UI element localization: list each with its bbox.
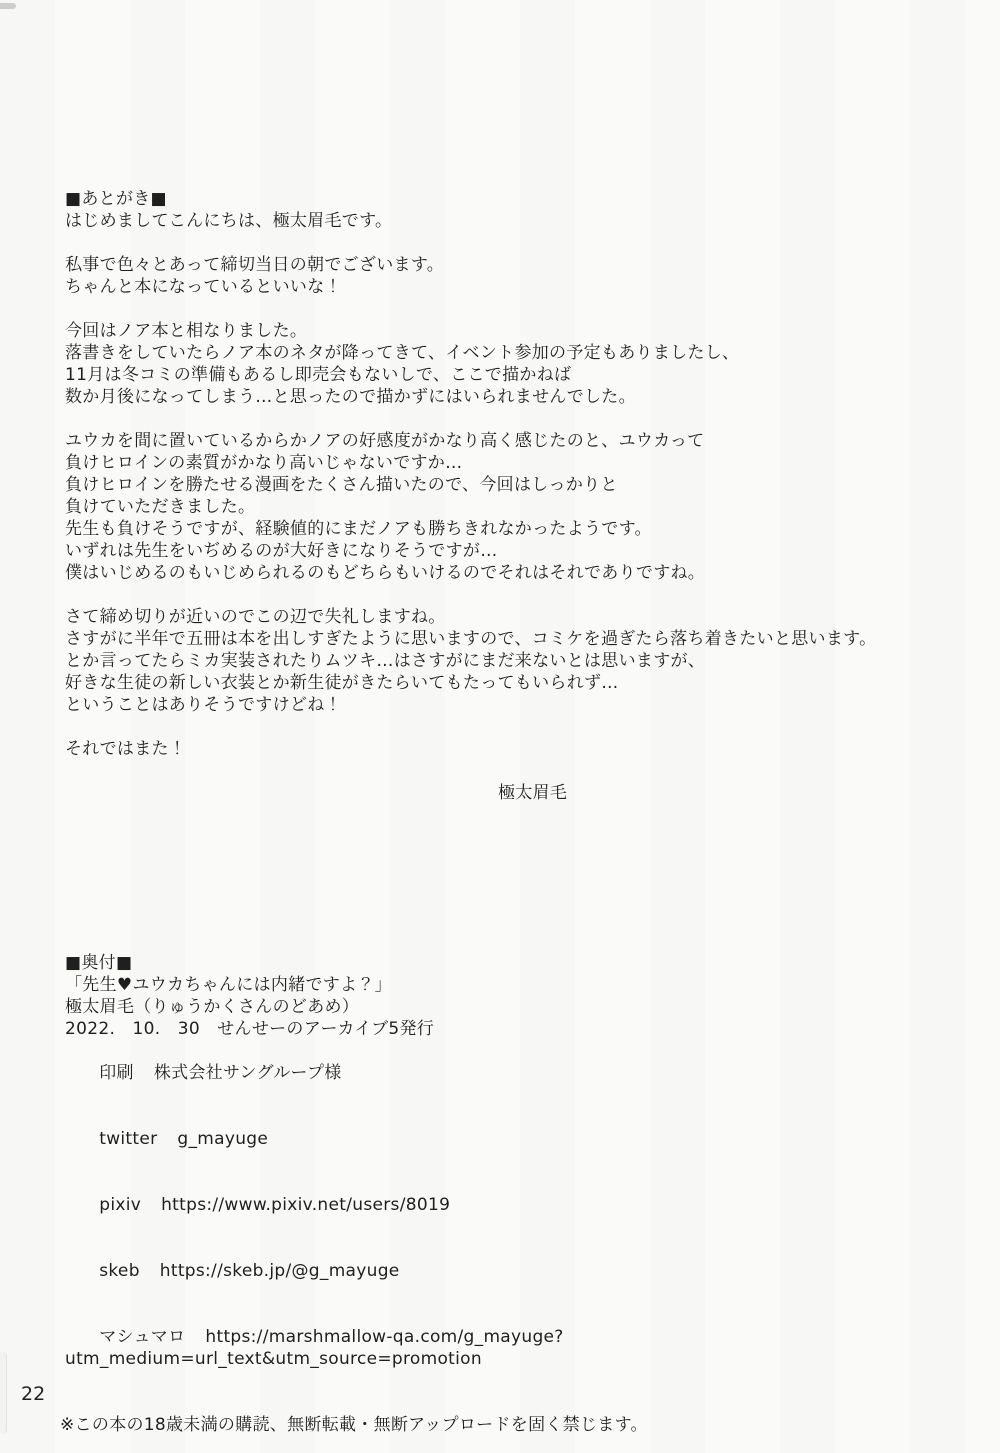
pixiv-row bbox=[65, 1172, 965, 1238]
marshmallow-row bbox=[65, 1304, 965, 1392]
text-line: さすがに半年で五冊は本を出しすぎたように思いますので、コミケを過ぎたら落ち着きたいと思います。 bbox=[65, 629, 877, 649]
afterword-paragraph bbox=[65, 430, 945, 584]
scan-artifact-top-left-icon bbox=[0, 3, 16, 9]
text-line: それではまた！ bbox=[65, 739, 187, 759]
printer-row bbox=[65, 1040, 965, 1106]
afterword-heading: ■あとがき■ bbox=[65, 189, 167, 209]
twitter-row bbox=[65, 1106, 965, 1172]
age-restriction-notice: ※この本の18歳未満の購読、無断転載・無断アップロードを固く禁じます。 bbox=[60, 1415, 648, 1435]
skeb-row bbox=[65, 1238, 965, 1304]
printer-name: 株式会社サングループ様 bbox=[153, 1063, 342, 1083]
text-line: 数か月後になってしまう…と思ったので描かずにはいられませんでした。 bbox=[65, 387, 636, 407]
printer-label: 印刷 bbox=[99, 1063, 134, 1083]
afterword-section bbox=[65, 188, 945, 804]
text-line: ユウカを間に置いているからかノアの好感度がかなり高く感じたのと、ユウカって bbox=[65, 431, 705, 451]
scan-artifact-left-edge-icon bbox=[0, 1352, 7, 1434]
text-line: ちゃんと本になっているといいな！ bbox=[65, 277, 342, 297]
marshmallow-label: マシュマロ bbox=[99, 1327, 186, 1347]
afterword-paragraph bbox=[65, 210, 945, 232]
twitter-handle: g_mayuge bbox=[177, 1129, 269, 1149]
text-line: 僕はいじめるのもいじめられるのもどちらもいけるのでそれはそれでありですね。 bbox=[65, 563, 706, 583]
text-line: 私事で色々とあって締切当日の朝でございます。 bbox=[65, 255, 445, 275]
text-line: さて締め切りが近いのでこの辺で失礼しますね。 bbox=[65, 607, 446, 627]
text-line: とか言ってたらミカ実装されたりムツキ…はさすがにまだ来ないとは思いますが、 bbox=[65, 651, 706, 671]
text-line: 負けヒロインの素質がかなり高いじゃないですか… bbox=[65, 453, 463, 473]
text-line: はじめましてこんにちは、極太眉毛です。 bbox=[65, 211, 393, 231]
author-circle-name: 極太眉毛（りゅうかくさんのどあめ） bbox=[65, 997, 360, 1017]
publication-date: 2022. 10. 30 せんせーのアーカイブ5発行 bbox=[65, 1019, 435, 1039]
pixiv-label: pixiv bbox=[99, 1195, 142, 1215]
author-signature: 極太眉毛 bbox=[498, 783, 568, 803]
text-line: ということはありそうですけどね！ bbox=[65, 695, 342, 715]
colophon-heading: ■奥付■ bbox=[65, 953, 133, 973]
pixiv-url: https://www.pixiv.net/users/8019 bbox=[161, 1195, 451, 1215]
afterword-paragraph bbox=[65, 320, 945, 408]
marshmallow-url: https://marshmallow-qa.com/g_mayuge?utm_medium=url_text&utm_source=promotion bbox=[65, 1327, 564, 1369]
text-line: 先生も負けそうですが、経験値的にまだノアも勝ちきれなかったようです。 bbox=[65, 519, 652, 539]
afterword-closing bbox=[65, 738, 945, 760]
skeb-label: skeb bbox=[99, 1261, 140, 1281]
text-line: 好きな生徒の新しい衣装とか新生徒がきたらいてもたってもいられず… bbox=[65, 673, 619, 693]
twitter-label: twitter bbox=[99, 1129, 158, 1149]
text-line: 落書きをしていたらノア本のネタが降ってきて、イベント参加の予定もありましたし、 bbox=[65, 343, 740, 363]
colophon-section bbox=[60, 952, 965, 1436]
skeb-url: https://skeb.jp/@g_mayuge bbox=[159, 1261, 400, 1281]
afterword-paragraph bbox=[65, 606, 945, 716]
text-line: 負けヒロインを勝たせる漫画をたくさん描いたので、今回はしっかりと bbox=[65, 475, 618, 495]
book-title: 「先生♥ユウカちゃんには内緒ですよ？」 bbox=[65, 975, 392, 995]
afterword-paragraph bbox=[65, 254, 945, 298]
text-line: 負けていただきました。 bbox=[65, 497, 256, 517]
text-line: 今回はノア本と相なりました。 bbox=[65, 321, 308, 341]
text-line: いずれは先生をいぢめるのが大好きになりそうですが… bbox=[65, 541, 498, 561]
page-number: 22 bbox=[21, 1383, 46, 1405]
text-line: 11月は冬コミの準備もあるし即売会もないしで、ここで描かねば bbox=[65, 365, 572, 385]
